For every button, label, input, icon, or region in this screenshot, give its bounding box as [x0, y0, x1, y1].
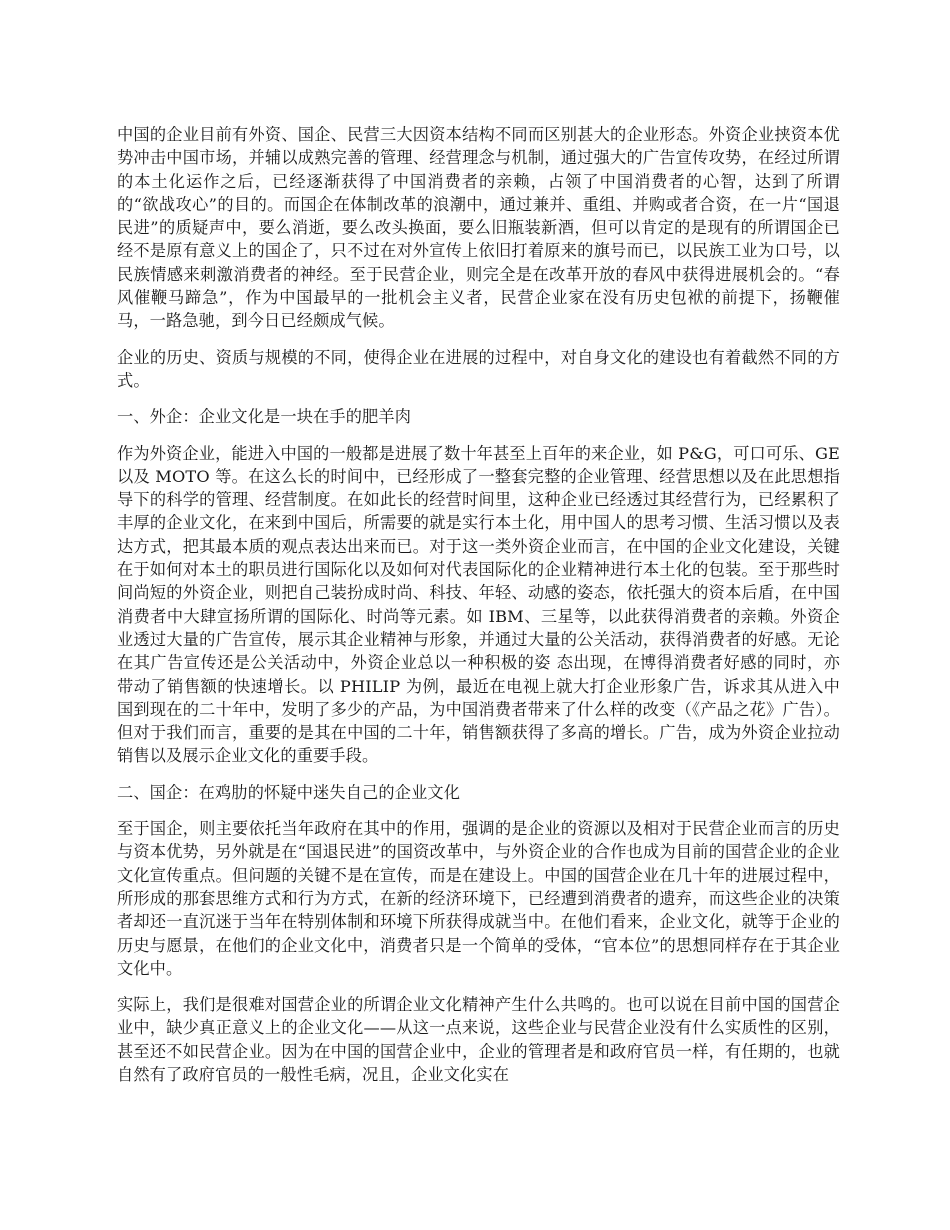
- intro-paragraph: 中国的企业目前有外资、国企、民营三大因资本结构不同而区别甚大的企业形态。外资企业挟资本优势冲击中国市场，并辅以成熟完善的管理、经营理念与机制，通过强大的广告宣传攻势，在经过所谓的本土化运作之后，已经逐渐获得了中国消费者的亲赖，占领了中国消费者的心智，达到了所谓的“欲战攻心”的目的。而国企在体制改革的浪潮中，通过兼并、重组、并购或者合资，在一片“国退民进”的质疑声中，要么消逝，要么改头换面，要么旧瓶装新酒，但可以肯定的是现有的所谓国企已经不是原有意义上的国企了，只不过在对外宣传上依旧打着原来的旗号而已，以民族工业为口号，以民族情感来刺激消费者的神经。至于民营企业，则完全是在改革开放的春风中获得进展机会的。“春风催鞭马蹄急”，作为中国最早的一批机会主义者，民营企业家在没有历史包袱的前提下，扬鞭催马，一路急驰，到今日已经颇成气候。: [117, 125, 840, 331]
- state-enterprise-paragraph-continued: 实际上，我们是很难对国营企业的所谓企业文化精神产生什么共鸣的。也可以说在目前中国的国营企业中，缺少真正意义上的企业文化——从这一点来说，这些企业与民营企业没有什么实质性的区别，甚至还不如民营企业。因为在中国的国营企业中，企业的管理者是和政府官员一样，有任期的，也就自然有了政府官员的一般性毛病，况且，企业文化实在: [117, 995, 840, 1084]
- section-heading-state: 二、国企：在鸡肋的怀疑中迷失自己的企业文化: [117, 782, 461, 802]
- section-heading-foreign: 一、外企：企业文化是一块在手的肥羊肉: [117, 407, 412, 427]
- document-page: [117, 123, 840, 1099]
- foreign-enterprise-paragraph: 作为外资企业，能进入中国的一般都是进展了数十年甚至上百年的来企业，如 P&G，可口可乐、GE 以及 MOTO 等。在这么长的时间中，已经形成了一整套完整的企业管理、经营思想以及在此思想指导下的科学的管理、经营制度。在如此长的经营时间里，这种企业已经透过其经营行为，已经累积了丰厚的企业文化，在来到中国后，所需要的就是实行本土化，用中国人的思考习惯、生活习惯以及表达方式，把其最本质的观点表达出来而已。对于这一类外资企业而言，在中国的企业文化建设，关键在于如何对本土的职员进行国际化以及如何对代表国际化的企业精神进行本土化的包装。至于那些时间尚短的外资企业，则把自己装扮成时尚、科技、年轻、动感的姿态，依托强大的资本后盾，在中国消费者中大肆宣扬所谓的国际化、时尚等元素。如 IBM、三星等，以此获得消费者的亲赖。外资企业透过大量的广告宣传，展示其企业精神与形象，并通过大量的公关活动，获得消费者的好感。无论在其广告宣传还是公关活动中，外资企业总以一种积极的姿 态出现，在博得消费者好感的同时，亦带动了销售额的快速增长。以 PHILIP 为例，最近在电视上就大打企业形象广告，诉求其从进入中国到现在的二十年中，发明了多少的产品，为中国消费者带来了什么样的改变（《产品之花》广告）。但对于我们而言，重要的是其在中国的二十年，销售额获得了多高的增长。广告，成为外资企业拉动销售以及展示企业文化的重要手段。: [117, 443, 840, 766]
- culture-overview-paragraph: 企业的历史、资质与规模的不同，使得企业在进展的过程中，对自身文化的建设也有着截然不同的方式。: [117, 347, 840, 390]
- state-enterprise-paragraph: 至于国企，则主要依托当年政府在其中的作用，强调的是企业的资源以及相对于民营企业而言的历史与资本优势，另外就是在“国退民进”的国资改革中，与外资企业的合作也成为目前的国营企业的企业文化宣传重点。但问题的关键不是在宣传，而是在建设上。中国的国营企业在几十年的进展过程中，所形成的那套思维方式和行为方式，在新的经济环境下，已经遭到消费者的遗弃，而这些企业的决策者却还一直沉迷于当年在特别体制和环境下所获得成就当中。在他们看来，企业文化，就等于企业的历史与愿景，在他们的企业文化中，消费者只是一个简单的受体，“官本位”的思想同样存在于其企业文化中。: [117, 819, 840, 978]
